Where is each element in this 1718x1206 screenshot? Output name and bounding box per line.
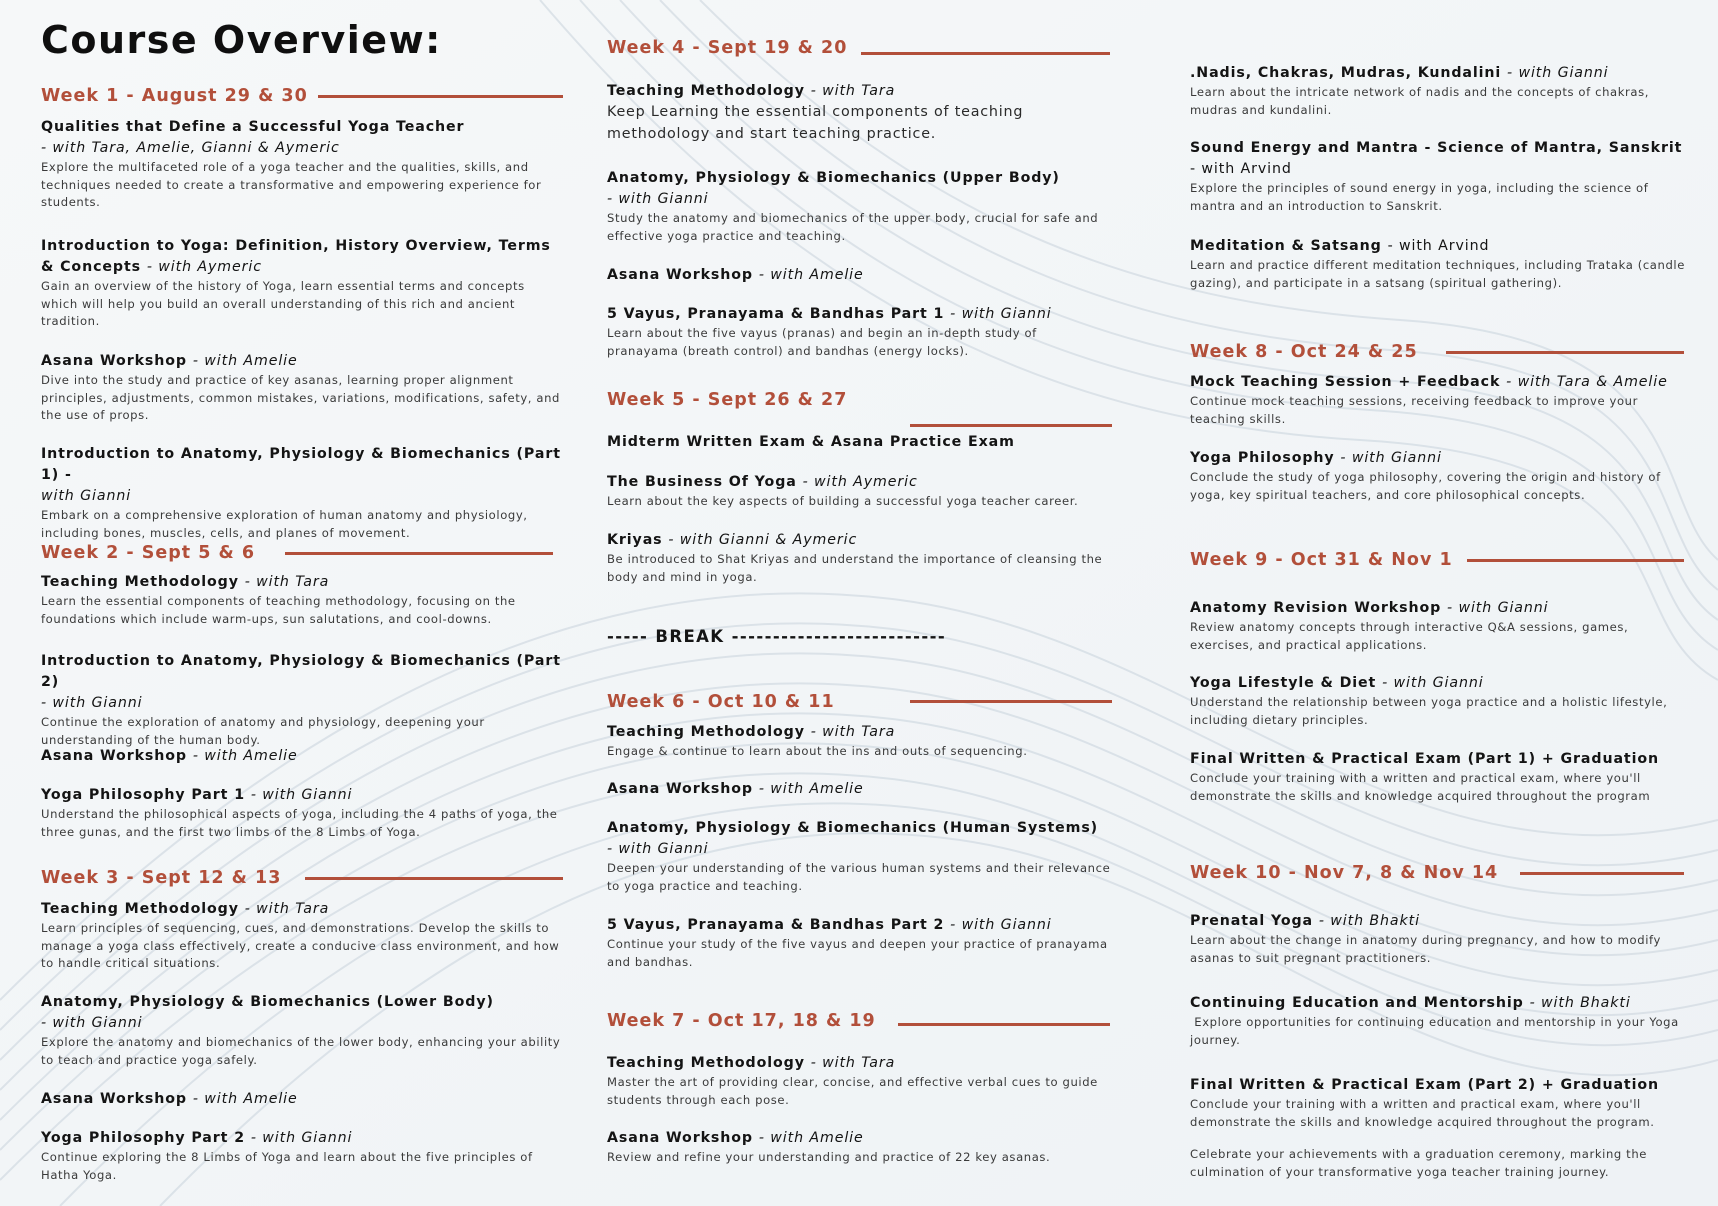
week-title: Week 6 - Oct 10 & 11 bbox=[607, 692, 835, 712]
item-description: Explore the principles of sound energy in yoga, including the science of mantra and an introduction to Sanskrit. bbox=[1190, 181, 1649, 213]
course-item bbox=[1190, 448, 1688, 504]
item-name: Teaching Methodology bbox=[607, 83, 805, 99]
item-instructor: - with Bhakti bbox=[1318, 913, 1420, 929]
week-1-heading bbox=[41, 84, 563, 108]
item-instructor: - with Gianni bbox=[950, 306, 1052, 322]
week-3-heading bbox=[41, 866, 563, 890]
course-item bbox=[607, 472, 1112, 511]
item-instructor: - with Amelie bbox=[192, 353, 298, 369]
item-description: Master the art of providing clear, concise, and effective verbal cues to guide students through each pose. bbox=[607, 1075, 1098, 1107]
item-name: Teaching Methodology bbox=[607, 724, 805, 740]
item-description: Review and refine your understanding and practice of 22 key asanas. bbox=[607, 1150, 1051, 1164]
item-title-line bbox=[607, 530, 1112, 551]
item-title-line bbox=[41, 1089, 561, 1110]
course-item bbox=[41, 351, 561, 425]
item-description: Learn about the intricate network of nadis and the concepts of chakras, mudras and kundalini. bbox=[1190, 85, 1650, 117]
course-item bbox=[607, 81, 1112, 145]
item-title-line bbox=[1190, 749, 1688, 770]
item-title-line bbox=[41, 572, 561, 593]
item-title-line bbox=[1190, 598, 1688, 619]
item-title-line bbox=[41, 1128, 561, 1149]
item-name: Final Written & Practical Exam (Part 1) + Graduation bbox=[1190, 751, 1660, 767]
item-instructor: - with Tara bbox=[810, 724, 896, 740]
item-instructor: - with Gianni bbox=[1507, 65, 1609, 81]
item-description: Explore opportunities for continuing education and mentorship in your Yoga journey. bbox=[1190, 1015, 1684, 1047]
item-name: Kriyas bbox=[607, 532, 663, 548]
item-description: Engage & continue to learn about the ins and outs of sequencing. bbox=[607, 744, 1028, 758]
item-instructor: - with Tara bbox=[810, 83, 896, 99]
course-item bbox=[1190, 1075, 1688, 1182]
course-item bbox=[607, 304, 1112, 360]
item-name: Asana Workshop bbox=[607, 267, 753, 283]
item-name: Yoga Lifestyle & Diet bbox=[1190, 675, 1377, 691]
week-divider bbox=[861, 52, 1110, 55]
item-name: Introduction to Yoga: Definition, History Overview, Terms & Concepts bbox=[41, 238, 551, 275]
item-description: Learn about the change in anatomy during pregnancy, and how to modify asanas to suit pregnant practitioners. bbox=[1190, 933, 1661, 965]
item-title-line bbox=[1190, 448, 1688, 469]
item-name: Asana Workshop bbox=[41, 748, 187, 764]
item-instructor: - with Amelie bbox=[758, 267, 864, 283]
course-item bbox=[41, 1089, 561, 1110]
item-name: Yoga Philosophy bbox=[1190, 450, 1335, 466]
item-name: Teaching Methodology bbox=[41, 574, 239, 590]
item-instructor: - with Aymeric bbox=[802, 474, 918, 490]
week-5-heading bbox=[607, 388, 1112, 412]
week-divider bbox=[1520, 872, 1684, 875]
item-instructor: - with Gianni bbox=[1447, 600, 1549, 616]
item-description: Gain an overview of the history of Yoga, learn essential terms and concepts which will help you build an overall understanding of this rich and ancient tradition. bbox=[41, 279, 525, 329]
week-6-divider bbox=[910, 700, 1112, 703]
item-description-2: Celebrate your achievements with a graduation ceremony, marking the culmination of your transformative yoga teacher training journey. bbox=[1190, 1147, 1647, 1180]
item-name: Introduction to Anatomy, Physiology & Biomechanics (Part 1) - bbox=[41, 446, 561, 483]
course-item bbox=[607, 432, 1112, 453]
item-title-line bbox=[41, 785, 561, 806]
item-name: Midterm Written Exam & Asana Practice Exam bbox=[607, 434, 1015, 450]
course-item bbox=[1190, 673, 1688, 729]
course-item bbox=[41, 746, 561, 767]
item-title-line bbox=[607, 432, 1112, 453]
week-title: Week 5 - Sept 26 & 27 bbox=[607, 390, 848, 410]
course-item bbox=[607, 1053, 1112, 1109]
break-divider: ----- BREAK -------------------------- bbox=[607, 627, 947, 646]
item-description: Explore the multifaceted role of a yoga teacher and the qualities, skills, and techniques needed to create a transformative and empowering experience for students. bbox=[41, 160, 542, 210]
item-description: Learn principles of sequencing, cues, and demonstrations. Develop the skills to manage a yoga class effectively, create a conducive class environment, and how to handle critical situations. bbox=[41, 921, 560, 971]
week-title: Week 9 - Oct 31 & Nov 1 bbox=[1190, 550, 1453, 570]
week-7-heading bbox=[607, 1009, 1110, 1033]
item-title-line bbox=[1190, 911, 1688, 932]
item-name: 5 Vayus, Pranayama & Bandhas Part 1 bbox=[607, 306, 945, 322]
week-divider bbox=[318, 95, 563, 98]
week-title: Week 8 - Oct 24 & 25 bbox=[1190, 342, 1418, 362]
item-title-line bbox=[607, 779, 1112, 800]
item-instructor: - with Gianni bbox=[1340, 450, 1442, 466]
item-name: Anatomy, Physiology & Biomechanics (Lower Body) bbox=[41, 994, 494, 1010]
item-instructor: - with Arvind bbox=[1190, 161, 1292, 177]
item-name: Yoga Philosophy Part 1 bbox=[41, 787, 245, 803]
item-title-line bbox=[1190, 993, 1688, 1014]
week-8-heading bbox=[1190, 340, 1684, 364]
item-title-line bbox=[607, 818, 1112, 860]
item-description: Be introduced to Shat Kriyas and understand the importance of cleansing the body and mind in yoga. bbox=[607, 552, 1103, 584]
course-item bbox=[1190, 993, 1688, 1049]
item-description: Learn and practice different meditation techniques, including Trataka (candle gazing), and participate in a satsang (spiritual gathering). bbox=[1190, 258, 1685, 290]
item-instructor: - with Gianni bbox=[41, 695, 143, 711]
item-title-line bbox=[607, 81, 1112, 102]
item-name: Final Written & Practical Exam (Part 2) + Graduation bbox=[1190, 1077, 1660, 1093]
item-name: Anatomy Revision Workshop bbox=[1190, 600, 1442, 616]
item-description: Dive into the study and practice of key asanas, learning proper alignment principles, adjustments, common mistakes, variations, modifications, safety, and the use of props. bbox=[41, 373, 560, 423]
item-name: Yoga Philosophy Part 2 bbox=[41, 1130, 245, 1146]
course-item bbox=[41, 992, 561, 1069]
course-item bbox=[1190, 63, 1688, 119]
item-name: Continuing Education and Mentorship bbox=[1190, 995, 1524, 1011]
item-instructor: - with Amelie bbox=[758, 1130, 864, 1146]
item-instructor: - with Amelie bbox=[192, 1091, 298, 1107]
item-instructor: - with Gianni bbox=[41, 1015, 143, 1031]
item-title-line bbox=[41, 746, 561, 767]
item-instructor: with Gianni bbox=[41, 488, 132, 504]
item-name: Anatomy, Physiology & Biomechanics (Human Systems) bbox=[607, 820, 1099, 836]
item-name: 5 Vayus, Pranayama & Bandhas Part 2 bbox=[607, 917, 945, 933]
item-title-line bbox=[41, 899, 561, 920]
item-description: Deepen your understanding of the various human systems and their relevance to yoga practice and teaching. bbox=[607, 861, 1111, 893]
item-description: Learn about the five vayus (pranas) and begin an in-depth study of pranayama (breath control) and bandhas (energy locks). bbox=[607, 326, 1037, 358]
item-description: Learn about the key aspects of building a successful yoga teacher career. bbox=[607, 494, 1079, 508]
course-item bbox=[1190, 372, 1688, 428]
week-9-heading bbox=[1190, 548, 1684, 572]
item-instructor: - with Aymeric bbox=[146, 259, 262, 275]
item-description: Keep Learning the essential components of teaching methodology and start teaching practice. bbox=[607, 104, 1024, 142]
course-item bbox=[607, 818, 1112, 895]
course-item bbox=[41, 444, 561, 542]
page-title: Course Overview: bbox=[41, 18, 442, 62]
course-item bbox=[607, 1128, 1112, 1167]
item-instructor: - with Tara bbox=[244, 574, 330, 590]
item-description: Continue the exploration of anatomy and physiology, deepening your understanding of the human body. bbox=[41, 715, 485, 747]
week-title: Week 2 - Sept 5 & 6 bbox=[41, 543, 256, 563]
course-item bbox=[1190, 236, 1688, 292]
week-title: Week 7 - Oct 17, 18 & 19 bbox=[607, 1011, 876, 1031]
item-instructor: - with Gianni & Aymeric bbox=[668, 532, 858, 548]
course-item bbox=[41, 651, 561, 749]
item-name: Prenatal Yoga bbox=[1190, 913, 1313, 929]
item-title-line bbox=[41, 117, 561, 159]
item-description: Explore the anatomy and biomechanics of the lower body, enhancing your ability to teach and practice yoga safely. bbox=[41, 1035, 561, 1067]
course-item bbox=[1190, 749, 1688, 805]
item-name: Teaching Methodology bbox=[607, 1055, 805, 1071]
course-item bbox=[1190, 911, 1688, 967]
item-instructor: - with Amelie bbox=[758, 781, 864, 797]
item-title-line bbox=[41, 651, 561, 714]
item-instructor: - with Tara & Amelie bbox=[1506, 374, 1668, 390]
item-name: Asana Workshop bbox=[607, 1130, 753, 1146]
week-divider bbox=[305, 877, 563, 880]
week-title: Week 3 - Sept 12 & 13 bbox=[41, 868, 282, 888]
week-divider bbox=[285, 552, 553, 555]
item-name: .Nadis, Chakras, Mudras, Kundalini bbox=[1190, 65, 1502, 81]
course-item bbox=[607, 168, 1112, 245]
item-title-line bbox=[607, 472, 1112, 493]
item-description: Study the anatomy and biomechanics of the upper body, crucial for safe and effective yoga practice and teaching. bbox=[607, 211, 1099, 243]
item-instructor: - with Bhakti bbox=[1529, 995, 1631, 1011]
week-title: Week 10 - Nov 7, 8 & Nov 14 bbox=[1190, 863, 1499, 883]
course-item bbox=[607, 265, 1112, 286]
course-item bbox=[41, 785, 561, 841]
item-title-line bbox=[41, 236, 561, 278]
item-title-line bbox=[607, 1053, 1112, 1074]
item-name: Introduction to Anatomy, Physiology & Biomechanics (Part 2) bbox=[41, 653, 561, 690]
item-instructor: - with Amelie bbox=[192, 748, 298, 764]
item-title-line bbox=[41, 444, 561, 507]
week-10-heading bbox=[1190, 861, 1684, 885]
item-title-line bbox=[607, 722, 1112, 743]
item-name: Asana Workshop bbox=[607, 781, 753, 797]
item-description: Conclude the study of yoga philosophy, covering the origin and history of yoga, key spiritual teachers, and core philosophical concepts. bbox=[1190, 470, 1661, 502]
item-description: Conclude your training with a written and practical exam, where you'll demonstrate the skills and knowledge acquired throughout the program. bbox=[1190, 1097, 1655, 1129]
item-title-line bbox=[607, 168, 1112, 210]
item-instructor: - with Gianni bbox=[250, 1130, 353, 1146]
item-instructor: - with Tara bbox=[810, 1055, 896, 1071]
item-name: Teaching Methodology bbox=[41, 901, 239, 917]
item-name: Mock Teaching Session + Feedback bbox=[1190, 374, 1501, 390]
item-title-line bbox=[1190, 138, 1688, 180]
week-divider bbox=[898, 1023, 1110, 1026]
item-name: Meditation & Satsang bbox=[1190, 238, 1382, 254]
item-title-line bbox=[1190, 63, 1688, 84]
item-name: Asana Workshop bbox=[41, 1091, 187, 1107]
item-instructor: - with Tara, Amelie, Gianni & Aymeric bbox=[41, 140, 340, 156]
course-item bbox=[1190, 138, 1688, 215]
course-item bbox=[41, 899, 561, 973]
course-item bbox=[41, 1128, 561, 1184]
item-title-line bbox=[1190, 372, 1688, 393]
item-description: Conclude your training with a written and practical exam, where you'll demonstrate the skills and knowledge acquired throughout the program bbox=[1190, 771, 1651, 803]
item-title-line bbox=[41, 992, 561, 1034]
course-item bbox=[1190, 598, 1688, 654]
week-title: Week 4 - Sept 19 & 20 bbox=[607, 38, 848, 58]
item-description: Continue your study of the five vayus and deepen your practice of pranayama and bandhas. bbox=[607, 937, 1108, 969]
item-instructor: - with Gianni bbox=[1382, 675, 1484, 691]
item-title-line bbox=[607, 265, 1112, 286]
course-item bbox=[41, 236, 561, 331]
week-5-divider bbox=[910, 424, 1112, 427]
item-instructor: - with Gianni bbox=[950, 917, 1052, 933]
item-name: The Business Of Yoga bbox=[607, 474, 797, 490]
course-item bbox=[607, 722, 1112, 761]
week-divider bbox=[1467, 559, 1684, 562]
item-title-line bbox=[607, 304, 1112, 325]
item-title-line bbox=[607, 1128, 1112, 1149]
course-item bbox=[607, 779, 1112, 800]
item-name: Sound Energy and Mantra - Science of Mantra, Sanskrit bbox=[1190, 140, 1683, 156]
item-instructor: - with Gianni bbox=[607, 841, 709, 857]
item-name: Asana Workshop bbox=[41, 353, 187, 369]
item-instructor: - with Tara bbox=[244, 901, 330, 917]
item-name: Qualities that Define a Successful Yoga Teacher bbox=[41, 119, 465, 135]
course-item bbox=[41, 117, 561, 212]
item-name: Anatomy, Physiology & Biomechanics (Upper Body) bbox=[607, 170, 1060, 186]
course-item bbox=[607, 530, 1112, 586]
week-divider bbox=[1446, 351, 1684, 354]
item-description: Continue exploring the 8 Limbs of Yoga and learn about the five principles of Hatha Yoga. bbox=[41, 1150, 533, 1182]
item-description: Review anatomy concepts through interactive Q&A sessions, games, exercises, and practical applications. bbox=[1190, 620, 1629, 652]
item-title-line bbox=[41, 351, 561, 372]
item-title-line bbox=[1190, 1075, 1688, 1096]
week-4-heading bbox=[607, 36, 1110, 60]
item-description: Embark on a comprehensive exploration of human anatomy and physiology, including bones, muscles, cells, and planes of movement. bbox=[41, 508, 528, 540]
week-2-heading bbox=[41, 541, 553, 565]
item-title-line bbox=[1190, 236, 1688, 257]
course-item bbox=[41, 572, 561, 628]
item-instructor: - with Gianni bbox=[250, 787, 353, 803]
item-instructor: - with Gianni bbox=[607, 191, 709, 207]
item-title-line bbox=[607, 915, 1112, 936]
item-description: Learn the essential components of teaching methodology, focusing on the foundations which include warm-ups, sun salutations, and cool-downs. bbox=[41, 594, 516, 626]
item-title-line bbox=[1190, 673, 1688, 694]
item-description: Understand the relationship between yoga practice and a holistic lifestyle, including dietary principles. bbox=[1190, 695, 1668, 727]
week-title: Week 1 - August 29 & 30 bbox=[41, 86, 308, 106]
item-description: Understand the philosophical aspects of yoga, including the 4 paths of yoga, the three gunas, and the first two limbs of the 8 Limbs of Yoga. bbox=[41, 807, 558, 839]
course-item bbox=[607, 915, 1112, 971]
item-instructor: - with Arvind bbox=[1387, 238, 1490, 254]
item-description: Continue mock teaching sessions, receiving feedback to improve your teaching skills. bbox=[1190, 394, 1638, 426]
